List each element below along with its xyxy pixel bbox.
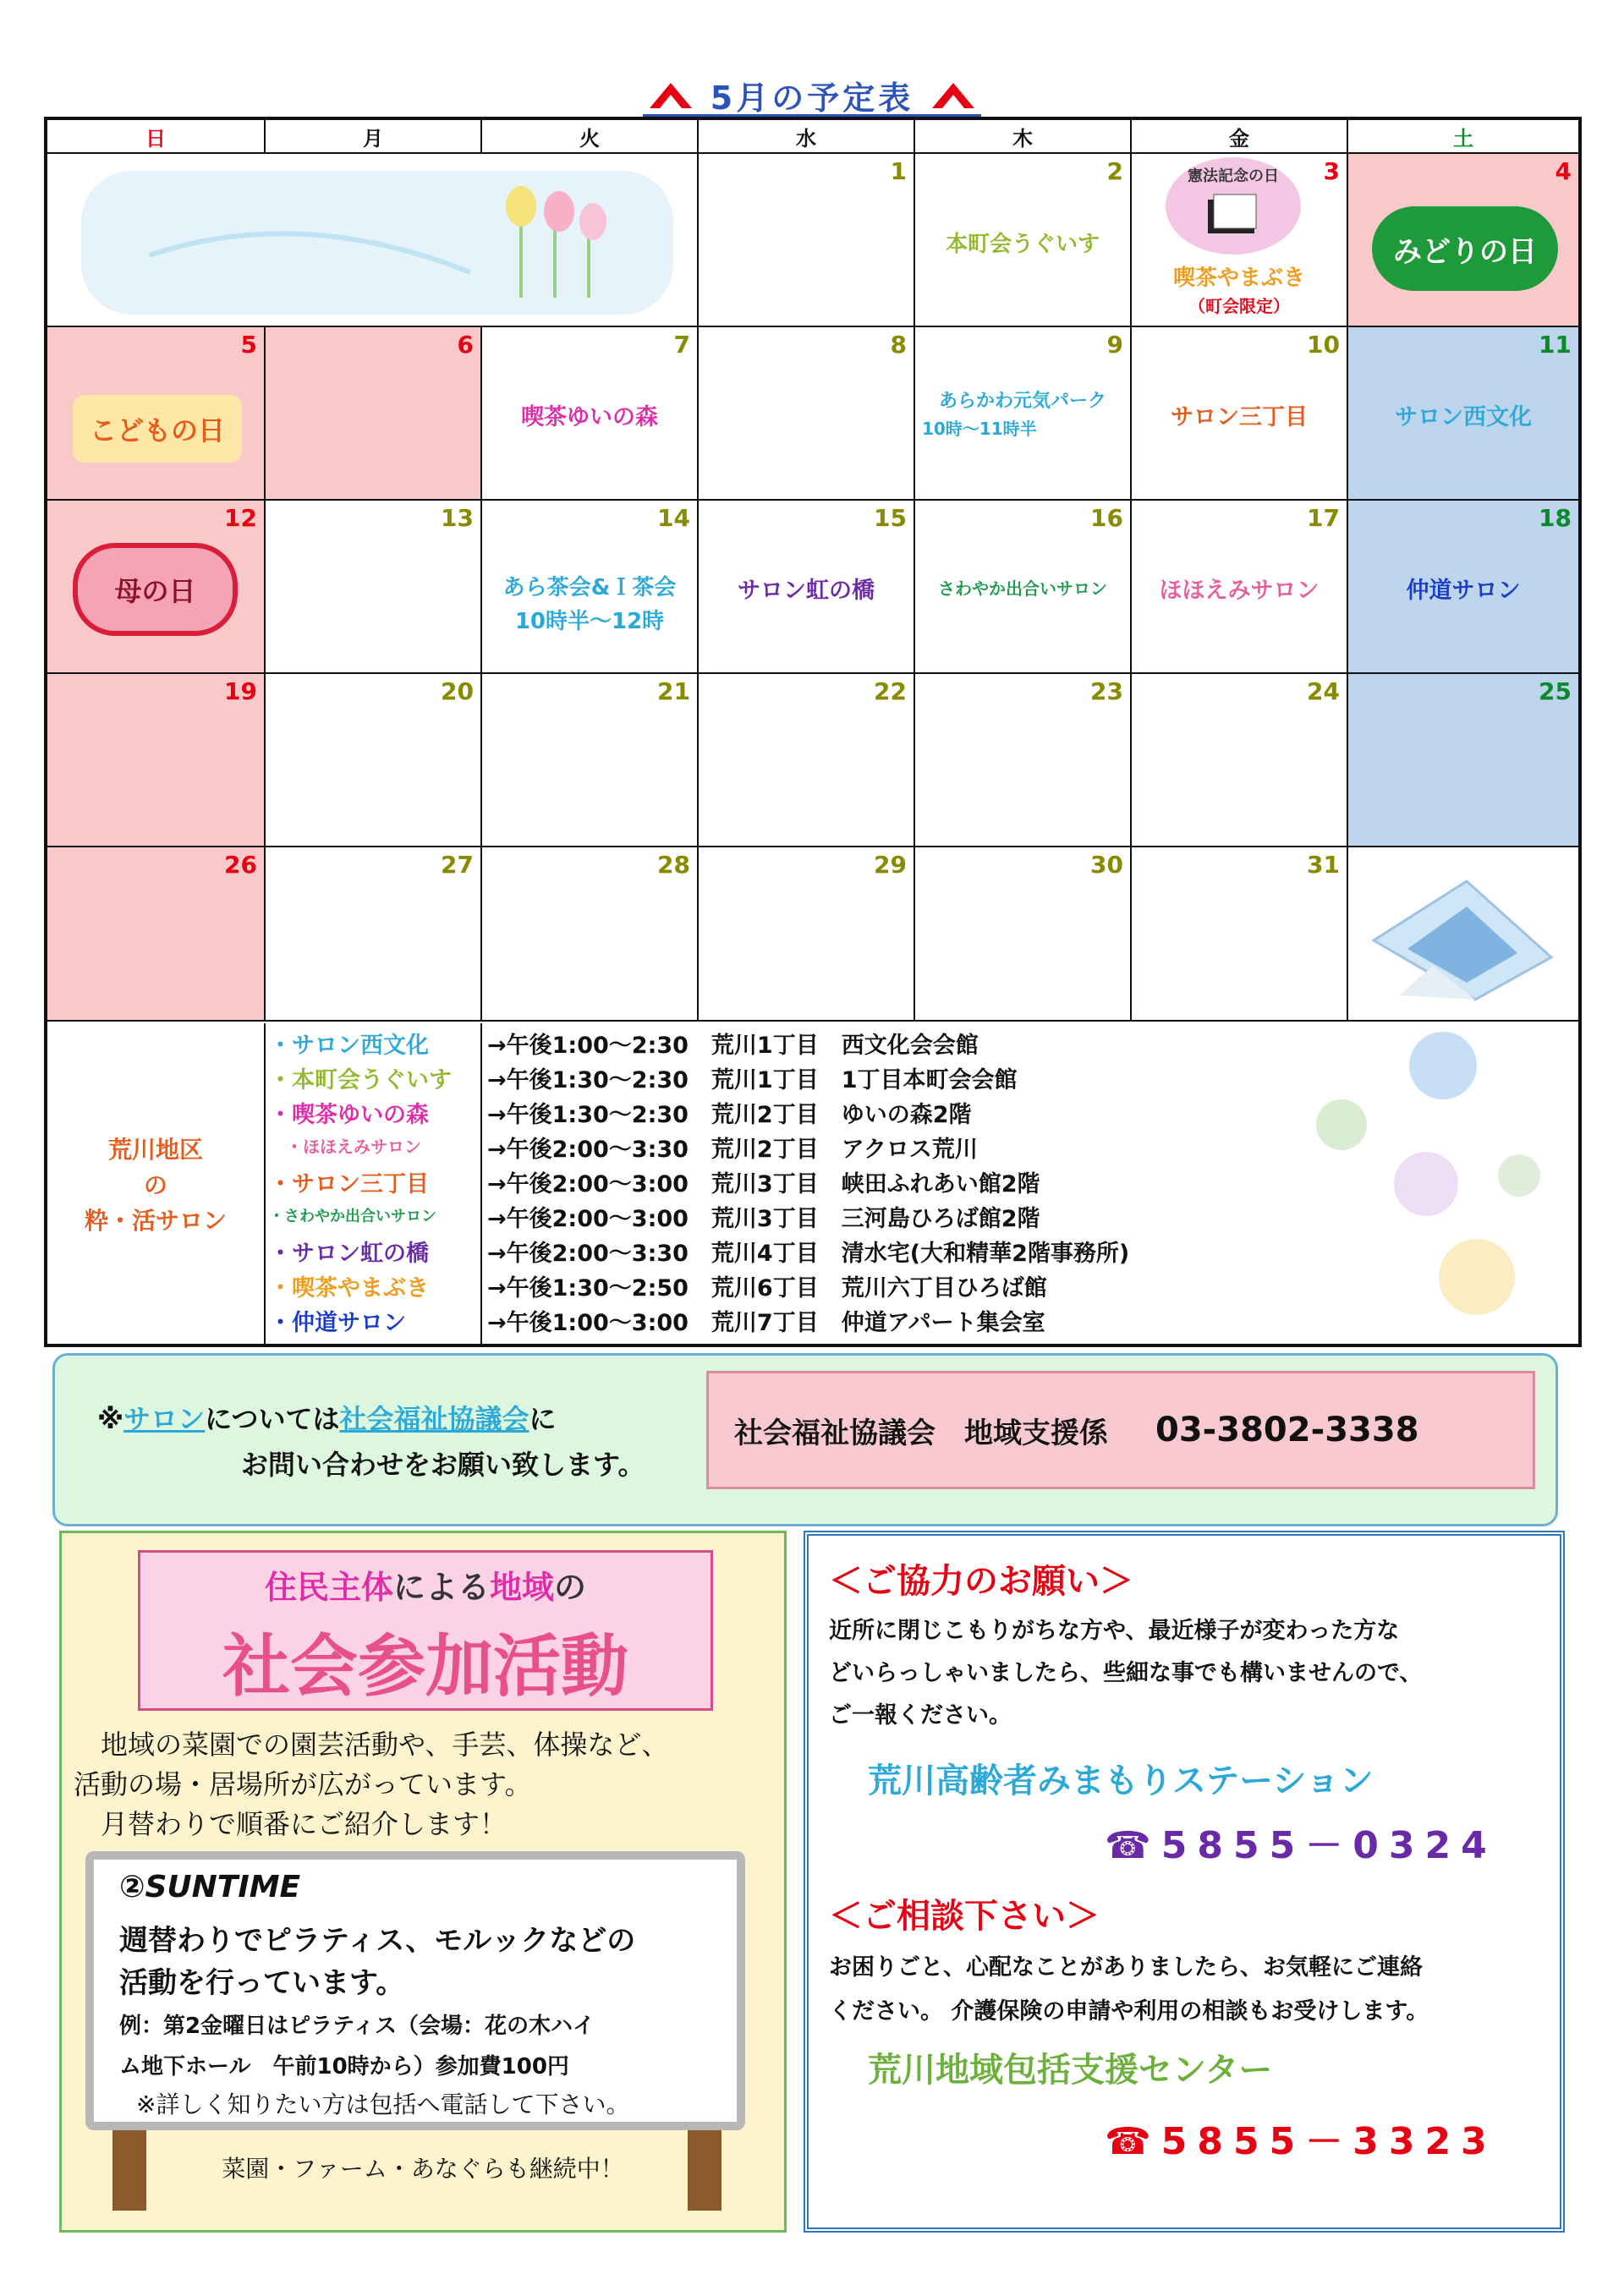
activity-big-title: 社会参加活動 bbox=[222, 1627, 628, 1706]
day-number: 27 bbox=[441, 851, 474, 879]
salon-name: ・ほほえみサロン bbox=[286, 1137, 421, 1157]
weekday-fri bbox=[1132, 120, 1348, 154]
request-text: ご一報ください。 bbox=[829, 1702, 1012, 1729]
day-cell bbox=[915, 674, 1132, 847]
day-number: 19 bbox=[224, 677, 257, 705]
weekday-label: 火 bbox=[579, 126, 600, 151]
calendar-grid bbox=[44, 117, 1582, 1347]
badge-text: 憲法記念の日 bbox=[1188, 167, 1279, 185]
salon-name: ・さわやか出合いサロン bbox=[269, 1208, 436, 1225]
board-text: ム地下ホール 午前10時から）参加費100円 bbox=[119, 2054, 569, 2080]
event-label: あら茶会&Ｉ茶会 bbox=[502, 575, 677, 600]
day-number: 21 bbox=[657, 677, 690, 705]
book-icon bbox=[1204, 191, 1263, 242]
weekday-label: 月 bbox=[363, 126, 383, 151]
mountain-icon bbox=[646, 79, 695, 110]
childrens-day-badge bbox=[73, 395, 242, 463]
day-number: 30 bbox=[1090, 851, 1123, 879]
heading-part: の bbox=[554, 1569, 587, 1606]
board-title: ②SUNTIME bbox=[119, 1870, 301, 1904]
day-cell bbox=[1348, 674, 1578, 847]
day-cell bbox=[482, 327, 699, 501]
center-phone[interactable]: ☎5855－3323 bbox=[1105, 2120, 1497, 2163]
salon-detail-column bbox=[487, 1023, 1333, 1347]
event-label: 喫茶ゆいの森 bbox=[521, 404, 658, 430]
request-heading: ＜ご協力のお願い＞ bbox=[829, 1562, 1133, 1601]
salon-name: ・喫茶やまぶき bbox=[269, 1275, 429, 1301]
activity-footer: 菜園・ファーム・あなぐらも継続中！ bbox=[222, 2155, 624, 2183]
day-cell bbox=[1348, 501, 1578, 674]
salon-detail: →午後2:00～3:00 荒川3丁目 峡田ふれあい館2階 bbox=[487, 1171, 1040, 1197]
mothers-day-badge bbox=[73, 543, 238, 636]
salon-detail: →午後1:00～2:30 荒川1丁目 西文化会会館 bbox=[487, 1033, 979, 1059]
salon-detail: →午後2:00～3:30 荒川4丁目 清水宅(大和精華2階事務所) bbox=[487, 1241, 1130, 1267]
day-number: 8 bbox=[890, 331, 907, 359]
day-number: 13 bbox=[441, 504, 474, 532]
day-number: 24 bbox=[1307, 677, 1340, 705]
event-label: サロン西文化 bbox=[1395, 404, 1532, 430]
day-number: 20 bbox=[441, 677, 474, 705]
kabuto-helmet-illustration bbox=[1348, 847, 1578, 1022]
day-cell bbox=[266, 674, 482, 847]
event-label: あらかわ元気パーク bbox=[938, 391, 1106, 412]
weekday-label: 土 bbox=[1453, 126, 1473, 151]
day-number: 31 bbox=[1307, 851, 1340, 879]
contact-org: 社会福祉協議会 地域支援係 bbox=[734, 1416, 1108, 1450]
event-label: 喫茶やまぶき bbox=[1172, 266, 1305, 291]
day-cell bbox=[699, 847, 915, 1022]
day-cell bbox=[47, 327, 266, 501]
day-number: 4 bbox=[1555, 157, 1572, 185]
consult-text: ください。 介護保険の申請や利用の相談もお受けします。 bbox=[829, 1998, 1429, 2025]
day-number: 2 bbox=[1106, 157, 1123, 185]
event-time: 10時～11時半 bbox=[922, 419, 1037, 439]
salon-name: ・サロン虹の橋 bbox=[269, 1241, 429, 1267]
day-number: 5 bbox=[240, 331, 257, 359]
weekday-label: 木 bbox=[1012, 126, 1033, 151]
activity-intro: 地域の菜園での園芸活動や、手芸、体操など、 bbox=[74, 1729, 669, 1761]
day-number: 17 bbox=[1307, 504, 1340, 532]
flower-illustration bbox=[1274, 1023, 1570, 1345]
page-title bbox=[643, 69, 981, 120]
contact-phone[interactable]: 03-3802-3338 bbox=[1155, 1411, 1419, 1449]
greenery-day-badge bbox=[1372, 206, 1558, 291]
activity-intro: 活動の場・居場所が広がっています。 bbox=[74, 1768, 532, 1800]
day-number: 25 bbox=[1539, 677, 1572, 705]
day-cell bbox=[47, 501, 266, 674]
weekday-label: 水 bbox=[796, 126, 816, 151]
weekday-wed bbox=[699, 120, 915, 154]
request-section bbox=[804, 1531, 1565, 2233]
event-label: 仲道サロン bbox=[1406, 578, 1521, 604]
notice-prefix: ※ bbox=[97, 1403, 124, 1435]
kabuto-illustration-cell bbox=[1348, 847, 1578, 1022]
day-number: 18 bbox=[1539, 504, 1572, 532]
salon-name: ・喫茶ゆいの森 bbox=[269, 1102, 429, 1128]
event-label: サロン虹の橋 bbox=[738, 578, 875, 604]
salon-detail: →午後1:30～2:30 荒川2丁目 ゆいの森2階 bbox=[487, 1102, 972, 1128]
day-cell bbox=[1132, 154, 1348, 327]
salon-title-line: の bbox=[143, 1170, 167, 1199]
day-cell bbox=[1132, 327, 1348, 501]
council-link[interactable]: 社会福祉協議会 bbox=[339, 1403, 529, 1435]
station-phone[interactable]: ☎5855－0324 bbox=[1105, 1824, 1497, 1867]
notice-mid: については bbox=[205, 1403, 340, 1435]
constitution-day-badge bbox=[1166, 157, 1301, 255]
day-cell bbox=[482, 674, 699, 847]
salon-title-line: 荒川地区 bbox=[107, 1135, 203, 1164]
day-cell bbox=[699, 154, 915, 327]
weekday-thu bbox=[915, 120, 1132, 154]
tulip-illustration bbox=[47, 154, 699, 327]
day-cell bbox=[47, 674, 266, 847]
day-cell bbox=[1348, 154, 1578, 327]
weekday-tue bbox=[482, 120, 699, 154]
weekday-mon bbox=[266, 120, 482, 154]
day-cell bbox=[266, 501, 482, 674]
mountain-icon bbox=[929, 79, 978, 110]
day-cell bbox=[915, 501, 1132, 674]
salon-detail: →午後2:00～3:30 荒川2丁目 アクロス荒川 bbox=[487, 1137, 978, 1163]
weekday-label: 金 bbox=[1229, 126, 1249, 151]
heading-part: 地域 bbox=[490, 1569, 555, 1606]
activity-intro: 月替わりで順番にご紹介します！ bbox=[74, 1808, 508, 1840]
salon-detail: →午後1:30～2:30 荒川1丁目 1丁目本町会会館 bbox=[487, 1067, 1018, 1093]
activity-heading-box bbox=[138, 1550, 713, 1711]
board-text: ※詳しく知りたい方は包括へ電話して下さい。 bbox=[136, 2091, 630, 2118]
badge-text: みどりの日 bbox=[1393, 234, 1537, 269]
notice-suffix: に bbox=[529, 1403, 557, 1435]
salon-name: ・仲道サロン bbox=[269, 1310, 406, 1336]
request-text: 近所に閉じこもりがちな方や、最近様子が変わった方な bbox=[829, 1618, 1400, 1644]
salon-name: ・本町会うぐいす bbox=[269, 1067, 452, 1093]
day-cell bbox=[915, 847, 1132, 1022]
event-label: 本町会うぐいす bbox=[945, 232, 1100, 257]
community-activity-section bbox=[59, 1531, 787, 2233]
day-cell bbox=[1132, 847, 1348, 1022]
salon-name: ・サロン西文化 bbox=[269, 1033, 429, 1059]
salon-detail: →午後1:00～3:00 荒川7丁目 仲道アパート集会室 bbox=[487, 1310, 1045, 1336]
consult-text: お困りごと、心配なことがありましたら、お気軽にご連絡 bbox=[829, 1954, 1423, 1981]
salon-title-line: 粋・活サロン bbox=[84, 1206, 227, 1235]
day-number: 26 bbox=[224, 851, 257, 879]
weekday-sat bbox=[1348, 120, 1578, 154]
day-number: 9 bbox=[1106, 331, 1123, 359]
salon-section-title bbox=[47, 1023, 266, 1347]
day-cell bbox=[1348, 327, 1578, 501]
notice-line1 bbox=[97, 1398, 557, 1437]
day-cell bbox=[1132, 674, 1348, 847]
salon-inquiry-notice bbox=[52, 1353, 1558, 1526]
title-text: 5月の予定表 bbox=[710, 79, 914, 117]
day-number: 10 bbox=[1307, 331, 1340, 359]
day-number: 3 bbox=[1323, 157, 1340, 185]
day-number: 28 bbox=[657, 851, 690, 879]
center-name: 荒川地域包括支援センター bbox=[868, 2051, 1273, 2090]
event-note: （町会限定） bbox=[1188, 296, 1290, 316]
event-time: 10時半～12時 bbox=[514, 609, 665, 634]
day-cell bbox=[699, 501, 915, 674]
heading-part: 住民主体 bbox=[264, 1569, 393, 1606]
day-number: 14 bbox=[657, 504, 690, 532]
board-text: 週替わりでピラティス、モルックなどの bbox=[119, 1924, 636, 1958]
day-cell bbox=[699, 327, 915, 501]
salon-detail: →午後2:00～3:00 荒川3丁目 三河島ひろば館2階 bbox=[487, 1206, 1040, 1232]
day-number: 23 bbox=[1090, 677, 1123, 705]
day-number: 11 bbox=[1539, 331, 1572, 359]
request-text: どいらっしゃいましたら、些細な事でも構いませんので、 bbox=[829, 1660, 1423, 1686]
salon-name-column bbox=[266, 1023, 482, 1347]
day-number: 29 bbox=[874, 851, 907, 879]
weekday-label: 日 bbox=[145, 126, 166, 151]
salon-list-section bbox=[47, 1023, 1578, 1347]
heading-part: による bbox=[392, 1569, 490, 1606]
day-number: 12 bbox=[224, 504, 257, 532]
day-cell bbox=[482, 847, 699, 1022]
contact-box bbox=[706, 1371, 1535, 1489]
notice-line2: お問い合わせをお願い致します。 bbox=[241, 1449, 645, 1481]
salon-name: ・サロン三丁目 bbox=[269, 1171, 429, 1197]
tulip-illustration-cell bbox=[47, 154, 699, 327]
day-cell bbox=[47, 847, 266, 1022]
day-number: 22 bbox=[874, 677, 907, 705]
event-label: サロン三丁目 bbox=[1171, 404, 1308, 430]
station-name: 荒川高齢者みまもりステーション bbox=[868, 1762, 1374, 1800]
weekday-sun bbox=[47, 120, 266, 154]
day-number: 16 bbox=[1090, 504, 1123, 532]
day-cell bbox=[266, 327, 482, 501]
day-number: 15 bbox=[874, 504, 907, 532]
day-number: 1 bbox=[890, 157, 907, 185]
activity-heading bbox=[140, 1561, 710, 1608]
event-label: さわやか出合いサロン bbox=[938, 578, 1107, 599]
day-cell bbox=[266, 847, 482, 1022]
day-cell bbox=[915, 154, 1132, 327]
day-cell bbox=[915, 327, 1132, 501]
day-cell bbox=[482, 501, 699, 674]
event-label: ほほえみサロン bbox=[1159, 578, 1320, 604]
board-text: 例：第2金曜日はピラティス（会場：花の木ハイ bbox=[119, 2014, 595, 2039]
salon-detail: →午後1:30～2:50 荒川6丁目 荒川六丁目ひろば館 bbox=[487, 1275, 1047, 1301]
day-number: 7 bbox=[673, 331, 690, 359]
day-number: 6 bbox=[457, 331, 474, 359]
salon-link[interactable]: サロン bbox=[123, 1403, 206, 1435]
day-cell bbox=[1132, 501, 1348, 674]
board-text: 活動を行っています。 bbox=[119, 1966, 405, 2000]
badge-text: こどもの日 bbox=[89, 414, 225, 447]
badge-text: 母の日 bbox=[114, 575, 196, 607]
signboard bbox=[85, 1851, 745, 2130]
consult-heading: ＜ご相談下さい＞ bbox=[829, 1897, 1100, 1936]
day-cell bbox=[699, 674, 915, 847]
